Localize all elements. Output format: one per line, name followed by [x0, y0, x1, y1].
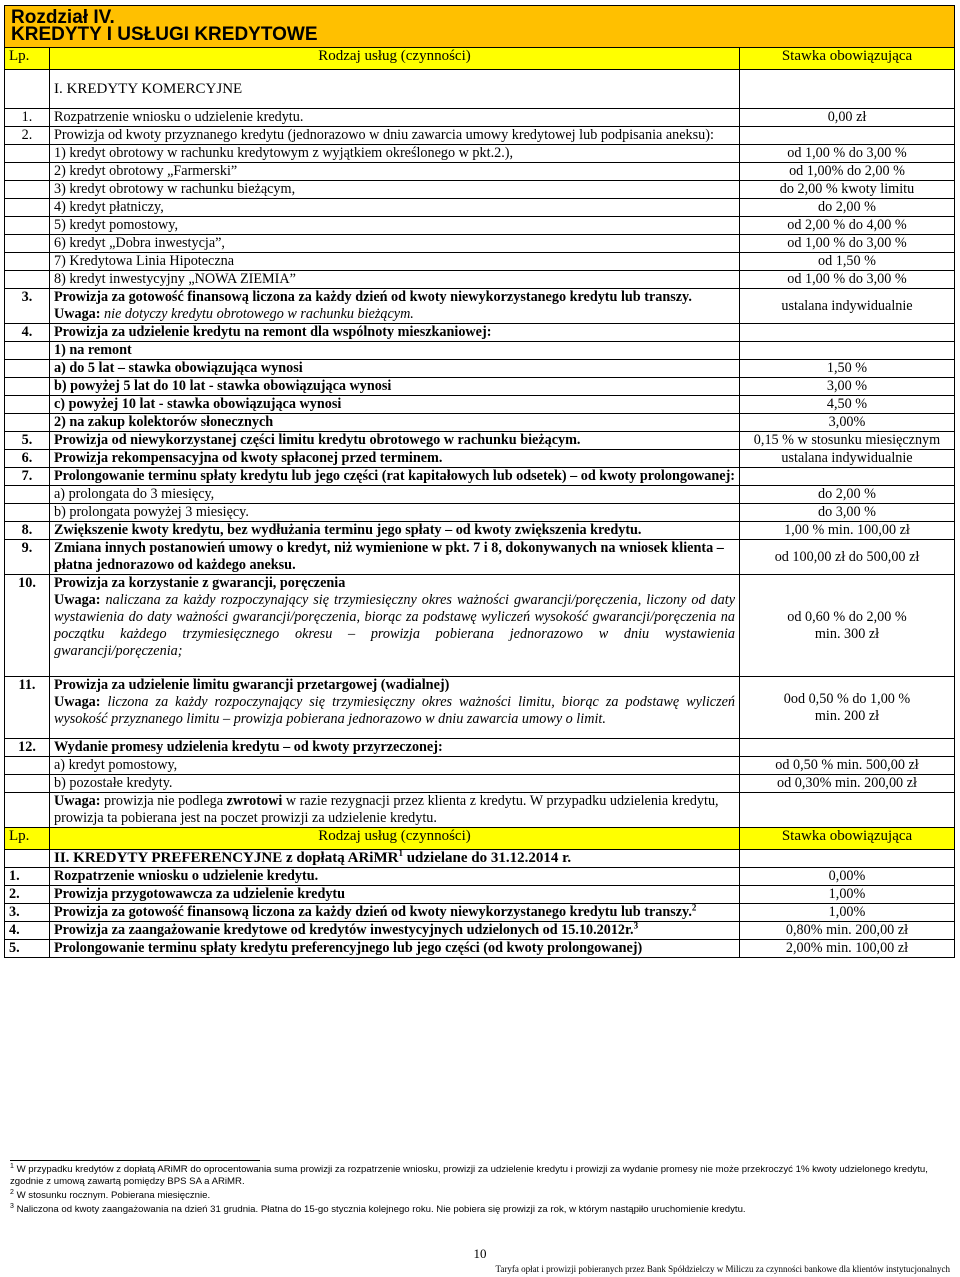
- table-row: [5, 522, 955, 540]
- footnote-number: 2: [10, 1188, 14, 1196]
- footnote-text: W stosunku rocznym. Pobierana miesięcznie.: [16, 1190, 211, 1201]
- row-rate: od 0,60 % do 2,00 %: [787, 608, 907, 625]
- sub-row: [5, 775, 955, 793]
- sub-rate: 1,50 %: [740, 360, 955, 378]
- row-text: Prolongowanie terminu spłaty kredytu preferencyjnego lub jego części (od kwoty prolongowanej): [50, 940, 740, 958]
- tariff-table: [4, 5, 955, 958]
- row-lp: 10.: [5, 575, 50, 677]
- footnote-ref: 1: [398, 848, 403, 858]
- row-text: Prowizja za udzielenie kredytu na remont dla wspólnoty mieszkaniowej:: [50, 324, 740, 342]
- row-text: Rozpatrzenie wniosku o udzielenie kredytu.: [50, 109, 740, 127]
- note-label: Uwaga:: [54, 694, 101, 710]
- row-lp: 2.: [5, 127, 50, 145]
- table-row: [5, 940, 955, 958]
- row-rate: 0od 0,50 % do 1,00 %: [783, 690, 911, 707]
- sub-rate: od 0,30% min. 200,00 zł: [740, 775, 955, 793]
- note-text: liczona za każdy rozpoczynający się trzymiesięczny okres ważności limitu, biorąc za podstawę wyliczeń wysokość przyznanego limitu – prowizja pobierana jednorazowo w dniu zawarcia umowy o limit.: [54, 694, 735, 727]
- row-lp: 1.: [5, 868, 50, 886]
- sub-rate: 3,00%: [740, 414, 955, 432]
- row-lp: 1.: [5, 109, 50, 127]
- table-row: [5, 324, 955, 342]
- sub-rate: 3,00 %: [740, 378, 955, 396]
- sub-text: a) kredyt pomostowy,: [50, 757, 740, 775]
- sub-text: 2) na zakup kolektorów słonecznych: [50, 414, 740, 432]
- row-lp: 12.: [5, 739, 50, 757]
- footnotes: [10, 1164, 950, 1218]
- sub-row: [5, 253, 955, 271]
- sub-text: c) powyżej 10 lat - stawka obowiązująca wynosi: [50, 396, 740, 414]
- sub-rate: od 1,00 % do 3,00 %: [740, 271, 955, 289]
- chapter-label: Rozdział IV.: [11, 7, 115, 28]
- section2-title-tail: udzielane do 31.12.2014 r.: [402, 850, 572, 866]
- sub-text: 3) kredyt obrotowy w rachunku bieżącym,: [50, 181, 740, 199]
- row-text: Prowizja od niewykorzystanej części limitu kredytu obrotowego w rachunku bieżącym.: [50, 432, 740, 450]
- sub-text: 4) kredyt płatniczy,: [50, 199, 740, 217]
- sub-text: b) powyżej 5 lat do 10 lat - stawka obowiązująca wynosi: [50, 378, 740, 396]
- row-rate: 1,00%: [740, 904, 955, 922]
- sub-row: [5, 217, 955, 235]
- note-text: prowizja nie podlega: [100, 793, 227, 809]
- row-text: Prowizja za zaangażowanie kredytowe od kredytów inwestycyjnych udzielonych od 15.10.2012r.: [54, 922, 634, 938]
- row-rate: 0,80% min. 200,00 zł: [740, 922, 955, 940]
- row-text: Prolongowanie terminu spłaty kredytu lub jego części (rat kapitałowych lub odsetek) – od kwoty prolongowanej:: [50, 468, 740, 486]
- sub-row: [5, 504, 955, 522]
- page-footer: Taryfa opłat i prowizji pobieranych przez Bank Spółdzielczy w Miliczu za czynności bankowe dla klientów instytucjonalnych: [495, 1264, 950, 1274]
- section-row: [5, 850, 955, 868]
- table-row: [5, 289, 955, 324]
- row-rate-min: min. 200 zł: [814, 707, 880, 724]
- sub-rate: od 1,50 %: [740, 253, 955, 271]
- row-lp: 9.: [5, 540, 50, 575]
- sub-text: b) prolongata powyżej 3 miesięcy.: [50, 504, 740, 522]
- footnote-number: 3: [10, 1202, 14, 1210]
- sub-text: 2) kredyt obrotowy „Farmerski”: [50, 163, 740, 181]
- table-row: [5, 868, 955, 886]
- sub-row: [5, 235, 955, 253]
- page-number: 10: [473, 1246, 487, 1261]
- col-rate-header: Stawka obowiązująca: [740, 828, 955, 850]
- row-rate: ustalana indywidualnie: [740, 450, 955, 468]
- row-lp: 6.: [5, 450, 50, 468]
- sub-rate: do 2,00 %: [740, 199, 955, 217]
- table-row: [5, 432, 955, 450]
- note-label: Uwaga:: [54, 793, 101, 809]
- section-row: [5, 70, 955, 109]
- sub-text: a) do 5 lat – stawka obowiązująca wynosi: [50, 360, 740, 378]
- column-header-row: [5, 48, 955, 70]
- col-rate-header: Stawka obowiązująca: [740, 48, 955, 70]
- row-lp: 5.: [5, 432, 50, 450]
- table-row: [5, 677, 955, 739]
- chapter-title: KREDYTY I USŁUGI KREDYTOWE: [11, 24, 318, 45]
- col-lp-header: Lp.: [5, 48, 50, 70]
- sub-row: [5, 360, 955, 378]
- row-rate: 1,00%: [740, 886, 955, 904]
- footnote: [10, 1204, 950, 1216]
- note-emphasis: zwrotowi: [226, 793, 283, 809]
- row-lp: 3.: [5, 904, 50, 922]
- section1-title: I. KREDYTY KOMERCYJNE: [50, 70, 740, 109]
- note-row: [5, 793, 955, 828]
- note-label: Uwaga:: [54, 592, 101, 608]
- row-lp: 4.: [5, 922, 50, 940]
- row-text: Wydanie promesy udzielenia kredytu – od kwoty przyrzeczonej:: [50, 739, 740, 757]
- column-header-row: [5, 828, 955, 850]
- sub-row: [5, 486, 955, 504]
- row-text: Prowizja przygotowawcza za udzielenie kredytu: [50, 886, 740, 904]
- footnote-text: Naliczona od kwoty zaangażowania na dzień 31 grudnia. Płatna do 15-go stycznia kolejnego roku. Nie pobiera się prowizji za rok, w którym nastąpiło uruchomienie kredytu.: [16, 1204, 746, 1215]
- sub-rate: od 1,00% do 2,00 %: [740, 163, 955, 181]
- row-rate: 2,00% min. 100,00 zł: [740, 940, 955, 958]
- sub-rate: do 3,00 %: [740, 504, 955, 522]
- table-row: [5, 468, 955, 486]
- sub-rate: od 1,00 % do 3,00 %: [740, 145, 955, 163]
- row-rate-min: min. 300 zł: [814, 625, 880, 642]
- sub-row: [5, 145, 955, 163]
- sub-row: [5, 163, 955, 181]
- row-lp: 7.: [5, 468, 50, 486]
- sub-text: 7) Kredytowa Linia Hipoteczna: [50, 253, 740, 271]
- row-lp: 5.: [5, 940, 50, 958]
- footnote: [10, 1164, 950, 1188]
- footnote: [10, 1190, 950, 1202]
- row-text: Zwiększenie kwoty kredytu, bez wydłużania terminu jego spłaty – od kwoty zwiększenia kredytu.: [50, 522, 740, 540]
- sub-text: 1) kredyt obrotowy w rachunku kredytowym z wyjątkiem określonego w pkt.2.),: [50, 145, 740, 163]
- sub-text: 5) kredyt pomostowy,: [50, 217, 740, 235]
- row-text: Prowizja rekompensacyjna od kwoty spłaconej przed terminem.: [50, 450, 740, 468]
- row-rate: od 100,00 zł do 500,00 zł: [740, 540, 955, 575]
- row-rate: 1,00 % min. 100,00 zł: [740, 522, 955, 540]
- table-row: [5, 109, 955, 127]
- table-row: [5, 127, 955, 145]
- table-row: [5, 904, 955, 922]
- row-lp: 11.: [5, 677, 50, 739]
- table-row: [5, 450, 955, 468]
- row-text: Prowizja za gotowość finansową liczona za każdy dzień od kwoty niewykorzystanego kredytu lub transzy.: [54, 904, 692, 920]
- sub-rate: od 1,00 % do 3,00 %: [740, 235, 955, 253]
- row-text: Prowizja za korzystanie z gwarancji, poręczenia: [54, 575, 346, 591]
- row-lp: 3.: [5, 289, 50, 324]
- row-text: Prowizja za udzielenie limitu gwarancji przetargowej (wadialnej): [54, 677, 450, 693]
- table-row: [5, 575, 955, 677]
- footnote-number: 1: [10, 1162, 14, 1170]
- sub-row: [5, 378, 955, 396]
- sub-rate: [740, 342, 955, 360]
- sub-row: [5, 199, 955, 217]
- sub-text: 6) kredyt „Dobra inwestycja”,: [50, 235, 740, 253]
- note-text: nie dotyczy kredytu obrotowego w rachunku bieżącym.: [104, 306, 414, 322]
- sub-row: [5, 757, 955, 775]
- sub-row: [5, 342, 955, 360]
- sub-rate: od 2,00 % do 4,00 %: [740, 217, 955, 235]
- row-lp: 2.: [5, 886, 50, 904]
- footnote-ref: 3: [633, 920, 639, 931]
- sub-text: b) pozostałe kredyty.: [50, 775, 740, 793]
- note-label: Uwaga:: [54, 306, 101, 322]
- chapter-header: [5, 6, 955, 48]
- table-row: [5, 922, 955, 940]
- sub-row: [5, 414, 955, 432]
- row-text: Prowizja za gotowość finansową liczona za każdy dzień od kwoty niewykorzystanego kredytu lub transzy.: [54, 289, 692, 305]
- row-lp: 4.: [5, 324, 50, 342]
- note-text: naliczana za każdy rozpoczynający się trzymiesięczny okres ważności gwarancji/poręczenia, liczony od daty wystawienia do daty ważności gwarancji/poręczenia, biorąc za podstawę wyliczeń wysokość gwarancji/poręczenia na początku każdego trzymiesięcznego okresu – prowizja pobierana jednorazowo w dniu wystawienia gwarancji/poręczenia;: [54, 592, 736, 659]
- row-rate: 0,00 zł: [740, 109, 955, 127]
- section2-title: [50, 850, 740, 868]
- sub-rate: do 2,00 % kwoty limitu: [740, 181, 955, 199]
- sub-text: 8) kredyt inwestycyjny „NOWA ZIEMIA”: [50, 271, 740, 289]
- sub-rate: 4,50 %: [740, 396, 955, 414]
- table-row: [5, 886, 955, 904]
- sub-row: [5, 271, 955, 289]
- row-text: Rozpatrzenie wniosku o udzielenie kredytu.: [50, 868, 740, 886]
- footnote-text: W przypadku kredytów z dopłatą ARiMR do oprocentowania suma prowizji za rozpatrzenie wniosku, prowizji za udzielenie kredytu i prowizji za wydanie promesy nie może przekroczyć 1% kwoty udzielonego kredytu, zgodnie z umową zawartą pomiędzy BPS SA a ARiMR.: [10, 1164, 928, 1187]
- col-service-header: Rodzaj usług (czynności): [50, 48, 740, 70]
- row-text: Zmiana innych postanowień umowy o kredyt, niż wymienione w pkt. 7 i 8, dokonywanych na wniosek klienta – płatna jednorazowo od każdego aneksu.: [50, 540, 740, 575]
- footnote-divider: [10, 1160, 260, 1161]
- row-rate: ustalana indywidualnie: [740, 289, 955, 324]
- sub-rate: od 0,50 % min. 500,00 zł: [740, 757, 955, 775]
- sub-text: 1) na remont: [50, 342, 740, 360]
- footnote-ref: 2: [691, 902, 697, 913]
- sub-text: a) prolongata do 3 miesięcy,: [50, 486, 740, 504]
- col-service-header: Rodzaj usług (czynności): [50, 828, 740, 850]
- sub-rate: do 2,00 %: [740, 486, 955, 504]
- sub-row: [5, 396, 955, 414]
- row-rate: 0,15 % w stosunku miesięcznym: [740, 432, 955, 450]
- row-text: Prowizja od kwoty przyznanego kredytu (jednorazowo w dniu zawarcia umowy kredytowej lub podpisania aneksu):: [50, 127, 740, 145]
- row-lp: 8.: [5, 522, 50, 540]
- table-row: [5, 739, 955, 757]
- sub-row: [5, 181, 955, 199]
- table-row: [5, 540, 955, 575]
- row-rate: 0,00%: [740, 868, 955, 886]
- section2-title-text: II. KREDYTY PREFERENCYJNE z dopłatą ARiMR: [54, 850, 399, 866]
- col-lp-header: Lp.: [5, 828, 50, 850]
- note-text: w razie rezygnacji przez klienta z kredytu. W przypadku udzielenia kredytu, prowizja ta pobierana jest na poczet prowizji za udzielenie kredytu.: [54, 793, 719, 826]
